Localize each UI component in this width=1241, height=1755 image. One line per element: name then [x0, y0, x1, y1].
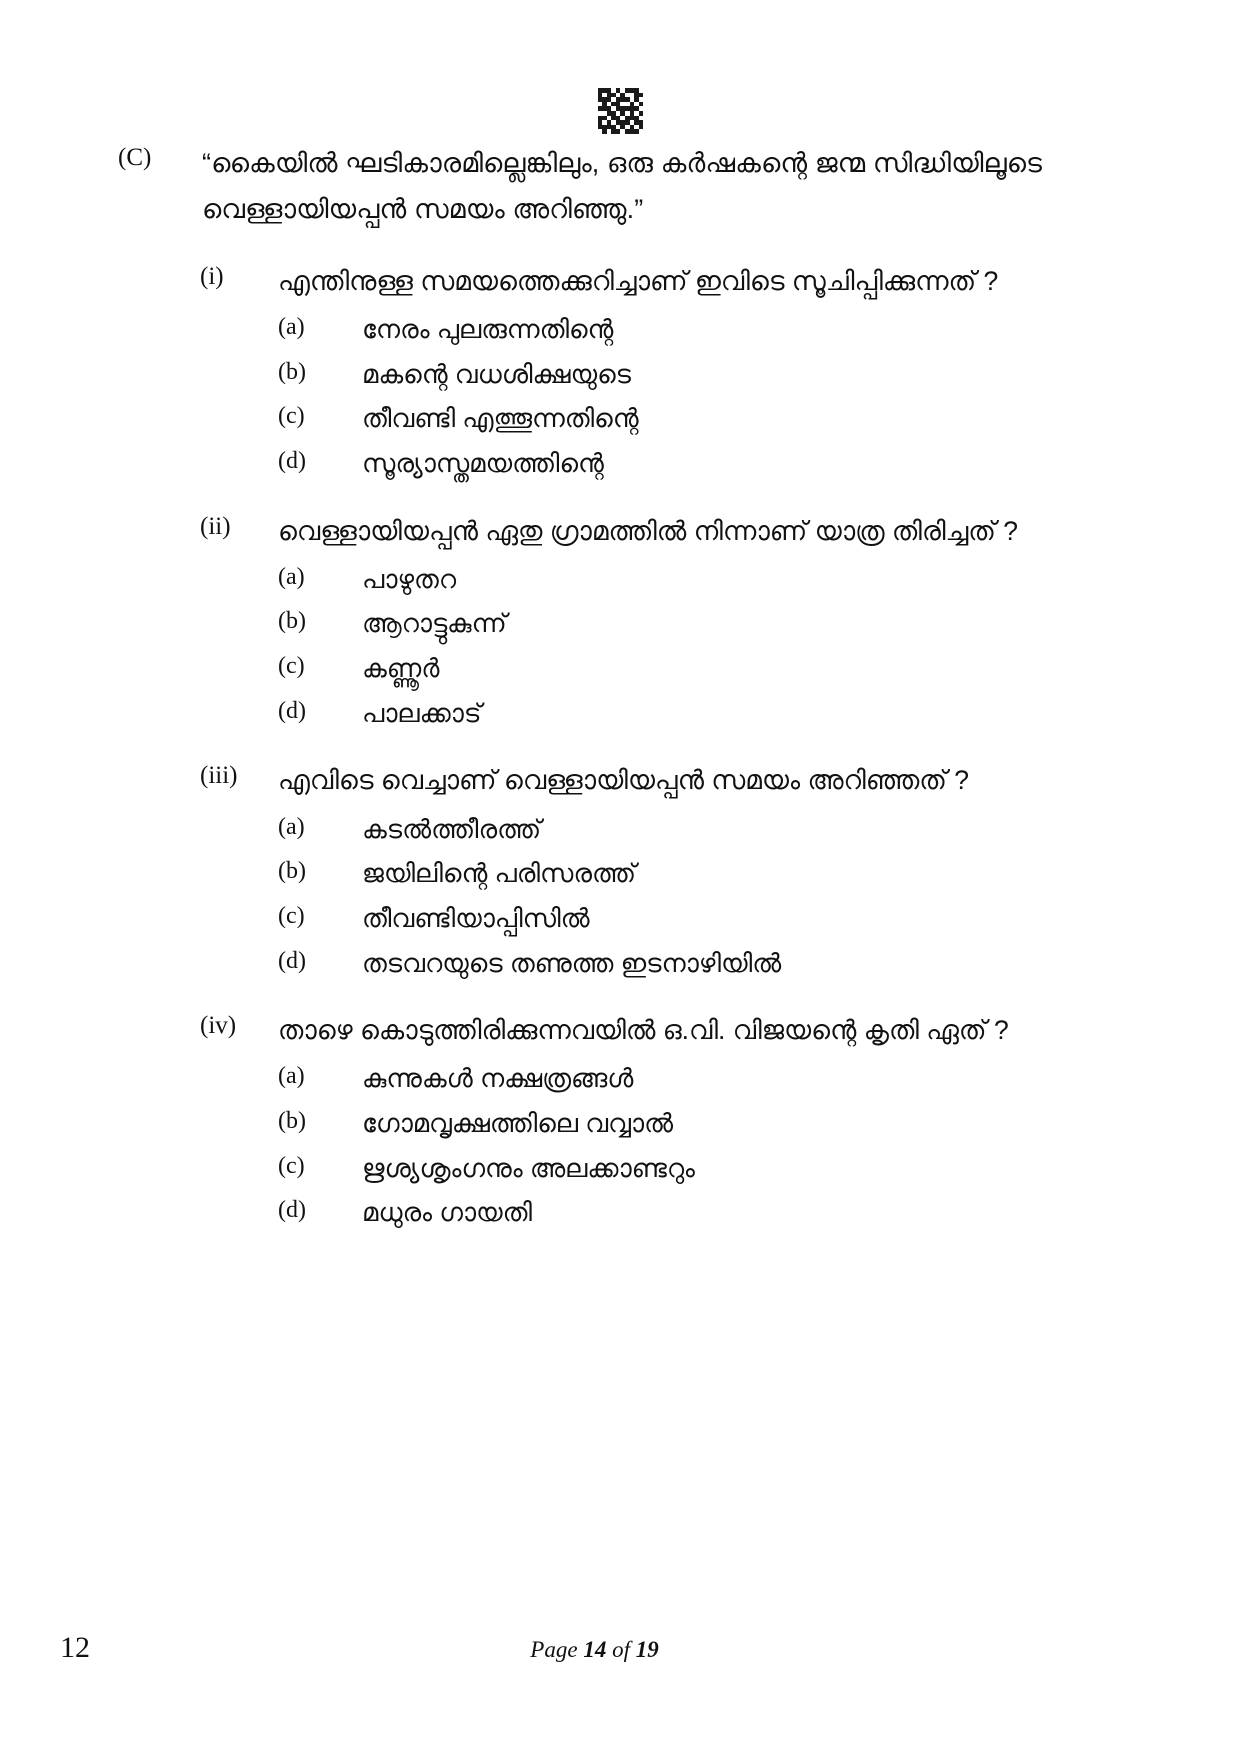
option-list: [118, 811, 1149, 983]
question-row: [118, 259, 1149, 304]
option-text: ആറാട്ടുകുന്ന്: [362, 608, 507, 639]
option-item[interactable]: [118, 1150, 1149, 1188]
option-item[interactable]: [118, 900, 1149, 938]
option-item[interactable]: [118, 1194, 1149, 1232]
option-item[interactable]: [118, 605, 1149, 643]
option-key: (a): [278, 813, 305, 840]
option-key: (d): [278, 1197, 306, 1224]
qr-code-icon: [598, 88, 644, 134]
footer-page-label: [180, 1637, 1149, 1663]
question-number: (iv): [200, 1012, 237, 1040]
option-text: കുന്നുകൾ നക്ഷത്രങ്ങൾ: [362, 1063, 634, 1094]
option-item[interactable]: [118, 311, 1149, 349]
option-text: ഗോമവൃക്ഷത്തിലെ വവ്വാൽ: [362, 1108, 674, 1138]
option-key: (b): [278, 608, 306, 635]
question-content: [0, 140, 1241, 1232]
option-key: (c): [278, 1152, 305, 1179]
option-text: ഋശ്യശൃംഗനും അലക്കാണ്ടറും: [362, 1152, 695, 1183]
page-footer: [0, 1631, 1241, 1665]
option-text: നേരം പുലരുന്നതിന്റെ: [362, 313, 614, 344]
option-key: (d): [278, 947, 306, 974]
question-row: [118, 509, 1149, 554]
option-list: [118, 1060, 1149, 1232]
option-key: (b): [278, 1108, 306, 1134]
option-text: തീവണ്ടി എത്തൂന്നതിന്റെ: [362, 403, 639, 434]
option-item[interactable]: [118, 1060, 1149, 1098]
option-text: മകന്റെ വധശിക്ഷയുടെ: [362, 358, 631, 389]
question-block: [118, 758, 1149, 982]
option-key: (c): [278, 653, 305, 680]
question-row: [118, 1008, 1149, 1053]
option-text: കടൽത്തീരത്ത്: [362, 813, 542, 844]
part-label: (C): [118, 144, 152, 171]
option-key: (a): [278, 1063, 305, 1090]
footer-page-of: of: [606, 1637, 636, 1662]
option-text: പാഴുതറ: [362, 563, 457, 594]
question-block: [118, 259, 1149, 483]
option-key: (b): [278, 858, 306, 885]
footer-page-marker: 12: [60, 1631, 90, 1664]
option-item[interactable]: [118, 945, 1149, 983]
option-key: (a): [278, 563, 305, 590]
question-block: [118, 509, 1149, 733]
option-list: [118, 311, 1149, 483]
question-text: താഴെ കൊടുത്തിരിക്കുന്നവയിൽ ഒ.വി. വിജയന്റെ കൃതി ഏത് ?: [278, 1015, 1009, 1046]
question-row: [118, 758, 1149, 803]
option-key: (d): [278, 447, 306, 474]
option-list: [118, 561, 1149, 733]
option-key: (d): [278, 697, 306, 724]
question-number: (ii): [200, 512, 231, 540]
option-item[interactable]: [118, 400, 1149, 438]
footer-page-current: 14: [583, 1637, 607, 1662]
part-passage: “കൈയിൽ ഘടികാരമില്ലെങ്കിലും, ഒരു കർഷകന്റെ ജന്മ സിദ്ധിയിലൂടെ വെള്ളായിയപ്പൻ സമയം അറിഞ്ഞു.”: [202, 148, 1043, 225]
option-key: (c): [278, 902, 305, 929]
qr-code-container: [0, 88, 1241, 134]
option-key: (c): [278, 403, 305, 430]
option-text: കണ്ണൂർ: [362, 653, 440, 684]
question-number: (iii): [200, 762, 238, 790]
option-text: സൂര്യാസ്തമയത്തിന്റെ: [362, 447, 604, 478]
option-item[interactable]: [118, 650, 1149, 688]
option-text: തീവണ്ടിയാപ്പിസിൽ: [362, 902, 590, 933]
question-block: [118, 1008, 1149, 1232]
option-item[interactable]: [118, 356, 1149, 394]
option-text: മധുരം ഗായതി: [362, 1197, 532, 1228]
option-item[interactable]: [118, 561, 1149, 599]
option-key: (b): [278, 358, 306, 385]
footer-page-total: 19: [635, 1637, 659, 1662]
question-number: (i): [200, 262, 224, 290]
option-item[interactable]: [118, 855, 1149, 893]
option-item[interactable]: [118, 1105, 1149, 1143]
option-item[interactable]: [118, 445, 1149, 483]
question-text: എവിടെ വെച്ചാണ് വെള്ളായിയപ്പൻ സമയം അറിഞ്ഞത് ?: [278, 765, 970, 796]
option-text: പാലക്കാട്: [362, 697, 482, 728]
option-key: (a): [278, 313, 305, 340]
option-item[interactable]: [118, 811, 1149, 849]
option-text: തടവറയുടെ തണുത്ത ഇടനാഴിയിൽ: [362, 947, 782, 978]
option-text: ജയിലിന്റെ പരിസരത്ത്: [362, 858, 637, 889]
question-text: എന്തിനുള്ള സമയത്തെക്കുറിച്ചാണ് ഇവിടെ സൂചിപ്പിക്കുന്നത് ?: [278, 265, 999, 296]
part-c-row: [118, 140, 1149, 233]
footer-page-prefix: Page: [530, 1637, 584, 1662]
option-item[interactable]: [118, 695, 1149, 733]
question-text: വെള്ളായിയപ്പൻ ഏതു ഗ്രാമത്തിൽ നിന്നാണ് യാത്ര തിരിച്ചത് ?: [278, 515, 1018, 546]
